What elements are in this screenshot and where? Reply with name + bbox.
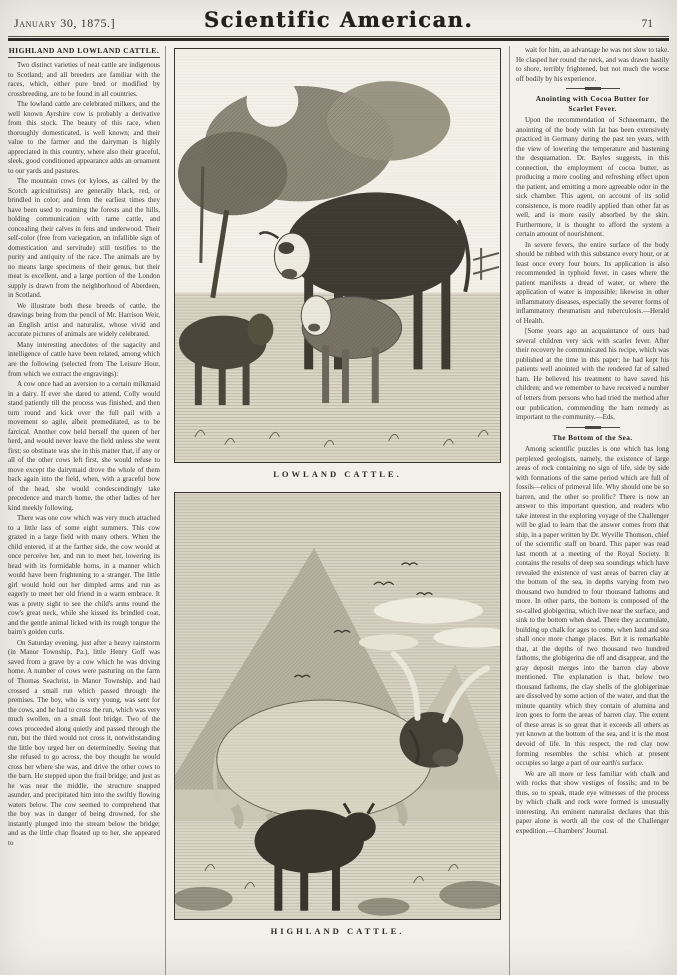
article-body-cocoa-butter (516, 116, 669, 423)
lowland-cattle-figure (174, 48, 501, 479)
page-columns (8, 46, 669, 975)
paragraph: Many interesting anecdotes of the sagacity and intelligence of cattle have been related, among which are the following (selected from The Leisure Hour, from which we extract the engravings): (8, 340, 160, 378)
paragraph: In severe fevers, the entire surface of the body should be rubbed with this substance every hour, or at least once every four hours. Its application is also recommended in typhoid fever, in cases where the patient manifests a dread of water, or where the application of water is impossible; likewise in other inflammatory diseases, especially the severer forms of inflammatory rheumatism and tuberculosis.—Herald of Health. (516, 240, 669, 325)
page-number: 71 (641, 18, 653, 30)
left-text-column (8, 46, 166, 975)
section-separator (566, 427, 620, 430)
paragraph: Two distinct varieties of neat cattle are indigenous to Scotland; and all breeders are familiar with the races, which, either pure bred or modified by crossbreeding, are to be found in all countries. (8, 61, 160, 98)
highland-cattle-figure (174, 492, 501, 936)
article-title-bottom-of-sea: The Bottom of the Sea. (552, 432, 633, 442)
paragraph: [Some years ago an acquaintance of ours had several children very sick with scarlet fever. After their recovery he communicated his recipe, which was published at the time in this paper; he had kept his patients well anointed with the rendered fat of salted ham. He believed his treatment to have saved his children; and we remember to have received a number of letters from persons who had tried the method after our publication, commending the ham remedy as important to the community.—Eds. (516, 327, 669, 422)
lowland-cattle-caption: LOWLAND CATTLE. (273, 469, 402, 479)
article-body-bottom-of-sea (516, 445, 669, 836)
page-header (8, 7, 669, 34)
paragraph: On Saturday evening, just after a heavy rainstorm (in Manor Township, Pa.), little Henry Goff was saved from a grave by a cow which he was driving home. A number of cows were pasturing on the farm of Thomas Seachrist, in Manor Township, and had crossed a small run which passed through the premises. The boy, who is very young, was sent for the cows, and he had to cross the run, which was very much swollen, on a small foot bridge. Two of the cows proceeded along quietly and passed through the run, but the third would not cross it, notwithstanding the little boy urged her on determinedly. Seeing that she refused to go across, the boy thought he would cross her where she was, and drive the other cows to the barn. He stepped upon the frail bridge; and just as he was near the middle, the structure snapped asunder, and precipitated him into the swiftly flowing waters below. The cow seemed to comprehend that the boy was in danger of being drowned, for she instantly plunged into the stream below the bridge; and as the little chap floated up to her, she appeared to (8, 638, 160, 847)
left-column-body (8, 61, 160, 848)
right-text-column (510, 46, 669, 975)
paragraph: We illustrate both these breeds of cattle, the drawings being from the pencil of Mr. Harrison Weir, an English artist and naturalist, whose vivid and accurate pictures of animals are widely celebrated. (8, 301, 160, 339)
paragraph: A cow once had an aversion to a certain milkmaid in a dairy. If ever she dared to attend, Colly would stand patiently till the process was finished, and then turn round and kick over the full pail with a movement so agile, albeit premeditated, as to be farcical. Another cow held herself the queen of her herd, and would never leave the field unless she went first; so obstinate was she in this matter that, if any or all of the other cows left first, she would refuse to move except the dairymaid drove the whole of them back again into the field, when, with a graceful bow of the head, she would condescendingly take precedence and march home, the other ladies of her kind meekly following. (8, 380, 160, 512)
illustration-column (166, 46, 510, 975)
paragraph: Among scientific puzzles is one which has long perplexed geologists, namely, the existence of large areas of rock containing no sign of life, side by side with formations of the same period which are full of fossils—relics of primeval life. Why should one be so barren, and the other so prolific? There is now an answer to this important question, and readers who take interest in the exploring voyage of the Challenger will be glad to learn that the answer comes from that ship, in a paper written by Dr. Wyville Thomson, chief of the scientific staff on board. This paper was read last month at a meeting of the Royal Society. It contains the results of deep sea soundings which have revealed the existence of vast areas of barren clay at the bottom of the sea, in depths varying from two thousand two hundred to four thousand fathoms and more. In other parts, the bottom is composed of the so-called globigerina, which live near the surface, and sink to the bottom when dead. There they accumulate, building up chalk for ages to come, when land and sea shall once more change places. But it is remarkable that, at the depths of two thousand two hundred fathoms, the globigerina die off and disappear, and the gray deposit merges into the barren clay above mentioned. The explanation is that, below two thousand fathoms, the clay shells of the globigerinae are dissolved by some action of the water, and that the minute quantity which they contain of alumina and iron goes to form the areas of barren clay. The extent of these areas is so great that it exceeds all others as yet known at the bottom of the sea, and it is the most devoid of life. In this respect, the red clay now forming resembles the schist which at present occupies so large a part of our earth's surface. (516, 445, 669, 768)
section-separator (566, 88, 620, 91)
lowland-cattle-engraving (174, 48, 501, 463)
paragraph: wait for him, an advantage he was not slow to take. He clasped her round the neck, and was drawn hastily to shore, terribly frightened, but not much the worse off bodily by his experience. (516, 46, 669, 83)
header-rule-thin (8, 36, 669, 37)
masthead-title: Scientific American. (203, 7, 474, 32)
article-headline: HIGHLAND AND LOWLAND CATTLE. (8, 46, 160, 58)
highland-cattle-engraving (174, 492, 501, 920)
paragraph: The mountain cows (or kyloes, as called by the Scotch agriculturists) are generally black, red, or brindled in color; and from the earliest times they have been used to roaming the forests and the hills, holding communication with tame cattle, and concealing their calves in fens and underwood. Their self-color (free from variegation, an infallible sign of domestication and servitude) still testifies to the purity and antiquity of the race. The animals are by no means large specimens of their genus, but their meat is excellent, and a large portion of the London supply is drawn from the neighborhood of Aberdeen, in Scotland. (8, 177, 160, 300)
paragraph: The lowland cattle are celebrated milkers, and the well known Ayrshire cow is probably a derivative from this stock. The beauty of this race, when thoroughly domesticated, is well known; and their value to the farmer and the dairyman is highly appreciated in this country, where also their graceful, sleek, good conditioned appearance adds an ornament to our yards and pastures. (8, 100, 160, 175)
issue-date: January 30, 1875.] (14, 16, 116, 30)
paragraph: Upon the recommendation of Schneemann, the anointing of the body with fat has been extensively practiced in Germany during the past ten years, with the view of lowering the temperature and hastening the desquamation. Dr. Bayles suggests, in this connection, the employment of cocoa butter, as producing a more cooling and refreshing effect upon the patient, and emitting a more agreeable odor in the sick chamber. This agent, on account of its solid consistence, is more readily applied than other fat as well, and is more easily absorbed by the skin. Furthermore, it is thought to afford the system a certain amount of nourishment. (516, 116, 669, 239)
continuation-body (516, 46, 669, 84)
paragraph: We are all more or less familiar with chalk and with rocks that show vestiges of fossils; and to be thus, so to speak, made eye witnesses of the process by which chalk and rock were formed is unusually interesting. An eminent naturalist declares that this paper alone is worth all the cost of the Challenger expedition.—Chambers' Journal. (516, 769, 669, 835)
article-title-cocoa-butter: Anointing with Cocoa Butter for Scarlet Fever. (535, 94, 650, 113)
header-rule-thick (8, 38, 669, 41)
highland-cattle-caption: HIGHLAND CATTLE. (270, 926, 405, 936)
paragraph: There was one cow which was very much attached to a little lass of some eight summers. This cow grazed in a large field with many others. When the child entered, if at the farther side, the cow would at once perceive her, and run to meet her, lowering its head with its formidable horns, in a manner which would have been frightening to a stranger. The little girl would hold out her dimpled arms and run as eagerly to meet her old friend in a warm embrace. It was a pretty sight to see the child's arms round the cow's great neck, while she kissed its brindled coat, and the gentle animal licked with its rough tongue the bairn's golden curls. (8, 514, 160, 637)
